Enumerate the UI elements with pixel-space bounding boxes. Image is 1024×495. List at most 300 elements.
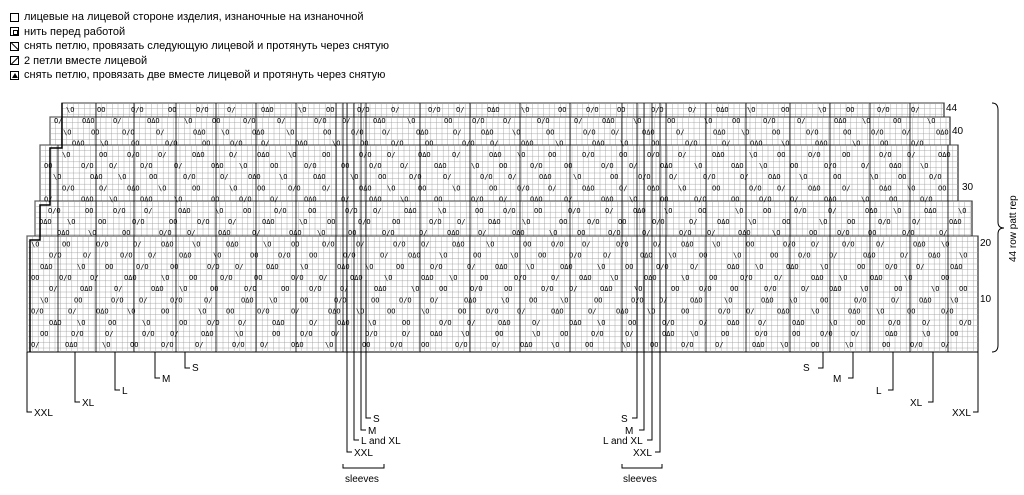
stitch-symbol: ΟΔΟ	[252, 128, 265, 137]
stitch-symbol: Ο/	[90, 274, 99, 282]
stitch-symbol: Ο/Ο	[959, 318, 972, 327]
stitch-symbol: Ο/Ο	[885, 262, 898, 271]
stitch-symbol: Ο/Ο	[300, 330, 313, 338]
stitch-symbol: Ο/Ο	[113, 206, 126, 215]
stitch-symbol: \Ο	[174, 195, 183, 204]
stitch-symbol: Ο/Ο	[638, 173, 651, 182]
stitch-symbol: Ο/	[443, 173, 452, 182]
stitch-symbol: ΟΔΟ	[350, 274, 363, 282]
stitch-symbol: Ο/	[31, 341, 40, 350]
stitch-symbol: \Ο	[819, 218, 828, 226]
stitch-symbol: Ο/	[499, 195, 508, 204]
stitch-symbol: ΟΟ	[792, 330, 801, 338]
stitch-symbol: ΟΔΟ	[919, 296, 932, 305]
stitch-symbol: Ο/Ο	[472, 117, 485, 126]
stitch-symbol: ΟΟ	[91, 128, 100, 137]
stitch-symbol: ΟΔΟ	[950, 262, 963, 271]
stitch-symbol: ΟΟ	[192, 184, 201, 193]
sleeve-size-left-s: S	[373, 414, 380, 425]
stitch-symbol: ΟΔΟ	[226, 240, 239, 249]
stitch-symbol: Ο/Ο	[759, 195, 772, 204]
stitch-symbol: Ο/Ο	[96, 240, 109, 249]
stitch-symbol: ΟΔΟ	[452, 240, 465, 249]
stitch-symbol: Ο/Ο	[920, 195, 933, 204]
stitch-symbol: ΟΟ	[348, 229, 357, 238]
stitch-symbol: \Ο	[142, 318, 151, 327]
stitch-symbol: ΟΟ	[651, 139, 660, 148]
stitch-symbol: Ο/	[653, 240, 662, 249]
stitch-symbol: ΟΔΟ	[792, 318, 805, 327]
stitch-symbol: ΟΟ	[254, 274, 263, 282]
stitch-symbol: Ο/Ο	[764, 285, 777, 294]
stitch-symbol: \Ο	[931, 285, 940, 294]
stitch-symbol: ΟΟ	[169, 218, 178, 226]
stitch-symbol: ΟΔΟ	[601, 195, 614, 204]
stitch-symbol: ΟΟ	[371, 296, 380, 305]
stitch-symbol: ΟΟ	[458, 307, 467, 316]
stitch-symbol: \Ο	[941, 240, 950, 249]
stitch-symbol: ΟΟ	[610, 173, 619, 182]
stitch-symbol: \Ο	[664, 206, 673, 215]
stitch-symbol: \Ο	[799, 173, 808, 182]
stitch-symbol: \Ο	[647, 307, 656, 316]
stitch-symbol: Ο/Ο	[304, 162, 317, 170]
stitch-symbol: ΟΟ	[548, 150, 557, 159]
stitch-symbol: \Ο	[512, 128, 521, 137]
stitch-symbol: ΟΟ	[564, 162, 573, 170]
stitch-symbol: ΟΔΟ	[124, 274, 137, 282]
row-number-20: 20	[980, 238, 992, 249]
stitch-symbol: Ο/	[170, 330, 179, 338]
stitch-symbol: ΟΔΟ	[569, 318, 582, 327]
stitch-symbol: Ο/	[707, 229, 716, 238]
stitch-symbol: ΟΟ	[212, 117, 221, 126]
stitch-symbol: ΟΟ	[300, 296, 309, 305]
stitch-symbol: \Ο	[66, 106, 75, 114]
stitch-symbol: Ο/	[340, 285, 349, 294]
stitch-symbol: ΟΟ	[681, 307, 690, 316]
stitch-symbol: Ο/	[690, 262, 699, 271]
stitch-symbol: \Ο	[192, 240, 201, 249]
size-label-left-s: S	[192, 363, 199, 374]
stitch-symbol: Ο/Ο	[357, 106, 370, 114]
stitch-symbol: ΟΔΟ	[408, 251, 421, 260]
stitch-symbol: Ο/Ο	[878, 218, 891, 226]
stitch-symbol: ΟΟ	[699, 251, 708, 260]
stitch-symbol: ΟΟ	[782, 218, 791, 226]
stitch-symbol: ΟΟ	[846, 106, 855, 114]
stitch-symbol: Ο/	[478, 229, 487, 238]
stitch-symbol: ΟΔΟ	[592, 139, 605, 148]
stitch-symbol: Ο/Ο	[391, 139, 404, 148]
stitch-symbol: \Ο	[629, 195, 638, 204]
stitch-symbol: Ο/Ο	[749, 184, 762, 193]
stitch-symbol: Ο/Ο	[142, 330, 155, 338]
stitch-symbol: Ο/	[419, 229, 428, 238]
stitch-symbol: ΟΔΟ	[582, 184, 595, 193]
stitch-symbol: Ο/	[492, 341, 501, 350]
stitch-symbol: ΟΟ	[938, 184, 947, 193]
stitch-symbol: Ο/Ο	[111, 296, 124, 305]
stitch-symbol: ΟΟ	[790, 162, 799, 170]
stitch-symbol: ΟΔΟ	[447, 229, 460, 238]
stitch-symbol: Ο/	[456, 106, 465, 114]
stitch-symbol: ΟΔΟ	[373, 117, 386, 126]
stitch-symbol: Ο/Ο	[681, 341, 694, 350]
stitch-symbol: Ο/	[44, 195, 53, 204]
stitch-symbol: \Ο	[549, 229, 558, 238]
stitch-symbol: \Ο	[907, 184, 916, 193]
stitch-symbol: \Ο	[263, 240, 272, 249]
stitch-symbol: Ο/Ο	[127, 150, 140, 159]
stitch-symbol: \Ο	[755, 262, 764, 271]
stitch-symbol: \Ο	[521, 106, 530, 114]
stitch-symbol: ΟΟ	[763, 206, 772, 215]
stitch-symbol: ΟΔΟ	[879, 184, 892, 193]
stitch-symbol: \Ο	[748, 218, 757, 226]
stitch-symbol: Ο/	[453, 128, 462, 137]
stitch-symbol: Ο/	[148, 251, 157, 260]
stitch-symbol: ΟΔΟ	[359, 184, 372, 193]
stitch-symbol: Ο/	[204, 296, 213, 305]
stitch-symbol: Ο/	[291, 307, 300, 316]
stitch-symbol: Ο/Ο	[49, 251, 62, 260]
stitch-symbol: \Ο	[356, 307, 365, 316]
stitch-symbol: Ο/	[467, 262, 476, 271]
stitch-symbol: Ο/	[133, 240, 142, 249]
stitch-symbol: ΟΔΟ	[640, 251, 653, 260]
stitch-symbol: \Ο	[560, 296, 569, 305]
stitch-symbol: ΟΔΟ	[140, 195, 153, 204]
stitch-symbol: \Ο	[724, 296, 733, 305]
stitch-symbol: Ο/	[774, 274, 783, 282]
stitch-symbol: Ο/Ο	[359, 150, 372, 159]
stitch-symbol: Ο/	[517, 307, 526, 316]
stitch-symbol: ΟΟ	[402, 318, 411, 327]
stitch-symbol: \Ο	[870, 173, 879, 182]
stitch-symbol: ΟΟ	[360, 139, 369, 148]
stitch-symbol: \Ο	[317, 229, 326, 238]
stitch-symbol: \Ο	[77, 318, 86, 327]
stitch-symbol: ΟΟ	[44, 162, 53, 170]
stitch-symbol: Ο/Ο	[31, 307, 44, 316]
stitch-symbol: ΟΟ	[712, 184, 721, 193]
stitch-symbol: Ο/Ο	[569, 251, 582, 260]
stitch-symbol: \Ο	[681, 274, 690, 282]
stitch-symbol: ΟΟ	[421, 341, 430, 350]
stitch-symbol: ΟΔΟ	[865, 206, 878, 215]
stitch-symbol: \Ο	[780, 341, 789, 350]
stitch-symbol: Ο/	[229, 150, 238, 159]
stitch-symbol: Ο/Ο	[794, 206, 807, 215]
stitch-symbol: Ο/	[876, 240, 885, 249]
stitch-symbol: ΟΔΟ	[738, 229, 751, 238]
sleeve-size-right-l-xl: L and XL	[603, 436, 643, 447]
stitch-symbol: Ο/Ο	[278, 251, 291, 260]
stitch-symbol: Ο/	[227, 106, 236, 114]
stitch-symbol: Ο/Ο	[170, 296, 183, 305]
stitch-symbol: ΟΟ	[362, 341, 371, 350]
stitch-symbol: Ο/	[758, 318, 767, 327]
stitch-symbol: Ο/Ο	[322, 240, 335, 249]
stitch-symbol: ΟΔΟ	[824, 195, 837, 204]
stitch-symbol: ΟΟ	[820, 296, 829, 305]
stitch-symbol: Ο/	[689, 218, 698, 226]
stitch-symbol: ΟΟ	[323, 128, 332, 137]
stitch-symbol: ΟΟ	[781, 106, 790, 114]
stitch-symbol: Ο/	[467, 318, 476, 327]
stitch-symbol: \Ο	[532, 330, 541, 338]
stitch-symbol: ΟΟ	[272, 330, 281, 338]
stitch-symbol: ΟΔΟ	[560, 262, 573, 271]
size-label-left-m: M	[162, 374, 171, 385]
stitch-symbol: \Ο	[127, 307, 136, 316]
stitch-symbol: \Ο	[158, 184, 167, 193]
stitch-symbol: Ο/Ο	[537, 117, 550, 126]
stitch-symbol: \Ο	[449, 274, 458, 282]
stitch-symbol: \Ο	[829, 318, 838, 327]
stitch-symbol: ΟΟ	[40, 330, 49, 338]
stitch-symbol: ΟΟ	[619, 150, 628, 159]
stitch-symbol: ΟΔΟ	[489, 150, 502, 159]
stitch-symbol: ΟΟ	[98, 218, 107, 226]
stitch-symbol: Ο/Ο	[351, 128, 364, 137]
stitch-symbol: Ο/	[139, 296, 148, 305]
stitch-symbol: ΟΔΟ	[551, 307, 564, 316]
stitch-symbol: \Ο	[597, 262, 606, 271]
stitch-symbol: Ο/	[68, 307, 77, 316]
stitch-symbol: Ο/Ο	[888, 318, 901, 327]
stitch-symbol: Ο/Ο	[196, 106, 209, 114]
stitch-symbol: ΟΔΟ	[521, 139, 534, 148]
stitch-symbol: Ο/Ο	[651, 106, 664, 114]
stitch-symbol: Ο/	[49, 285, 58, 294]
stitch-symbol: Ο/	[642, 229, 651, 238]
stitch-symbol: ΟΟ	[108, 318, 117, 327]
stitch-symbol: ΟΟ	[746, 240, 755, 249]
stitch-symbol: Ο/Ο	[183, 173, 196, 182]
stitch-symbol: Ο/	[688, 106, 697, 114]
size-label-right-s: S	[803, 363, 810, 374]
stitch-symbol: ΟΟ	[538, 251, 547, 260]
stitch-symbol: Ο/	[619, 184, 628, 193]
stitch-symbol: \Ο	[407, 117, 416, 126]
stitch-symbol: Ο/	[801, 285, 810, 294]
stitch-symbol: \Ο	[365, 262, 374, 271]
stitch-symbol: ΟΟ	[130, 341, 139, 350]
stitch-symbol: ΟΟ	[179, 318, 188, 327]
stitch-symbol: Ο/Ο	[656, 262, 669, 271]
stitch-symbol: \Ο	[959, 251, 968, 260]
stitch-symbol: ΟΟ	[226, 307, 235, 316]
stitch-symbol: ΟΟ	[843, 128, 852, 137]
stitch-symbol: ΟΔΟ	[416, 128, 429, 137]
stitch-symbol: Ο/	[611, 128, 620, 137]
stitch-symbol: \Ο	[300, 262, 309, 271]
sleeve-size-right-s: S	[621, 414, 628, 425]
stitch-symbol: Ο/Ο	[703, 173, 716, 182]
stitch-symbol: \Ο	[332, 139, 341, 148]
stitch-symbol: ΟΔΟ	[660, 162, 673, 170]
stitch-symbol: Ο/Ο	[399, 296, 412, 305]
stitch-symbol: Ο/	[158, 150, 167, 159]
stitch-symbol: ΟΟ	[523, 240, 532, 249]
stitch-symbol: ΟΔΟ	[369, 195, 382, 204]
stitch-symbol: Ο/	[109, 162, 118, 170]
stitch-symbol: \Ο	[818, 106, 827, 114]
stitch-symbol: ΟΟ	[149, 173, 158, 182]
stitch-symbol: ΟΟ	[425, 139, 434, 148]
stitch-symbol: ΟΔΟ	[928, 251, 941, 260]
stitch-symbol: ΟΟ	[210, 285, 219, 294]
stitch-symbol: Ο/Ο	[616, 240, 629, 249]
stitch-symbol: ΟΔΟ	[786, 262, 799, 271]
stitch-symbol: ΟΟ	[594, 296, 603, 305]
stitch-symbol: ΟΔΟ	[39, 218, 52, 226]
stitch-symbol: ΟΔΟ	[96, 307, 109, 316]
stitch-symbol: Ο/Ο	[120, 251, 133, 260]
stitch-symbol: \Ο	[368, 318, 377, 327]
stitch-symbol: ΟΔΟ	[750, 139, 763, 148]
stitch-symbol: ΟΔΟ	[65, 341, 78, 350]
stitch-symbol: Ο/Ο	[879, 150, 892, 159]
stitch-symbol: Ο/Ο	[393, 240, 406, 249]
stitch-symbol: ΟΔΟ	[579, 274, 592, 282]
stitch-symbol: \Ο	[213, 251, 222, 260]
stitch-symbol: ΟΟ	[546, 128, 555, 137]
stitch-symbol: \Ο	[100, 139, 109, 148]
stitch-symbol: ΟΔΟ	[834, 117, 847, 126]
stitch-symbol: Ο/	[669, 173, 678, 182]
stitch-symbol: ΟΟ	[559, 218, 568, 226]
stitch-symbol: ΟΟ	[625, 262, 634, 271]
stitch-symbol: Ο/Ο	[71, 330, 84, 338]
stitch-symbol: ΟΔΟ	[681, 240, 694, 249]
stitch-symbol: ΟΟ	[475, 206, 484, 215]
stitch-symbol: ΟΔΟ	[147, 117, 160, 126]
stitch-symbol: ΟΔΟ	[811, 274, 824, 282]
stitch-symbol: Ο/Ο	[694, 195, 707, 204]
stitch-symbol: Ο/Ο	[161, 341, 174, 350]
stitch-symbol: Ο/Ο	[207, 262, 220, 271]
sleeves-label-right: sleeves	[623, 474, 657, 485]
stitch-symbol: Ο/	[842, 184, 851, 193]
stitch-symbol: Ο/Ο	[842, 240, 855, 249]
stitch-symbol: ΟΔΟ	[418, 150, 431, 159]
stitch-symbol: Ο/Ο	[48, 206, 61, 215]
stitch-symbol: Ο/Ο	[591, 330, 604, 338]
stitch-symbol: Ο/	[699, 318, 708, 327]
stitch-symbol: \Ο	[950, 296, 959, 305]
stitch-symbol: \Ο	[622, 341, 631, 350]
stitch-symbol: ΟΔΟ	[727, 262, 740, 271]
stitch-symbol: Ο/	[452, 150, 461, 159]
stitch-symbol: Ο/Ο	[365, 330, 378, 338]
stitch-symbol: Ο/Ο	[274, 206, 287, 215]
stitch-symbol: ΟΔΟ	[768, 173, 781, 182]
stitch-symbol: \Ο	[620, 139, 629, 148]
stitch-symbol: Ο/	[114, 285, 123, 294]
stitch-symbol: Ο/Ο	[197, 218, 210, 226]
size-label-left-xl: XL	[82, 398, 95, 409]
legend-text: 2 петли вместе лицевой	[24, 54, 148, 67]
stitch-symbol: ΟΟ	[434, 195, 443, 204]
stitch-symbol: \Ο	[279, 173, 288, 182]
stitch-symbol: \Ο	[88, 229, 97, 238]
stitch-symbol: ΟΟ	[341, 162, 350, 170]
stitch-symbol: ΟΔΟ	[829, 285, 842, 294]
stitch-symbol: Ο/Ο	[514, 274, 527, 282]
stitch-symbol: Ο/	[252, 229, 261, 238]
stitch-symbol: Ο/	[277, 117, 286, 126]
stitch-symbol: ΟΔΟ	[430, 330, 443, 338]
stitch-symbol: Ο/Ο	[244, 285, 257, 294]
stitch-symbol: \Ο	[471, 162, 480, 170]
stitch-symbol: ΟΔΟ	[713, 128, 726, 137]
stitch-symbol: Ο/	[911, 106, 920, 114]
stitch-symbol: Ο/Ο	[806, 128, 819, 137]
stitch-symbol: ΟΟ	[309, 251, 318, 260]
stitch-symbol: \Ο	[789, 296, 798, 305]
stitch-symbol: ΟΔΟ	[616, 307, 629, 316]
stitch-symbol: \Ο	[759, 162, 768, 170]
stitch-symbol: ΟΔΟ	[690, 296, 703, 305]
stitch-symbol: Ο/	[891, 296, 900, 305]
stitch-symbol: ΟΔΟ	[257, 150, 270, 159]
stitch-symbol: ΟΟ	[161, 307, 170, 316]
stitch-symbol: ΟΟ	[671, 285, 680, 294]
stitch-symbol: Ο/Ο	[243, 117, 256, 126]
legend-text: нить перед работой	[24, 25, 126, 38]
stitch-symbol: \Ο	[749, 150, 758, 159]
stitch-symbol: Ο/	[912, 218, 921, 226]
stitch-symbol: Ο/Ο	[220, 274, 233, 282]
stitch-symbol: Ο/	[309, 318, 318, 327]
stitch-symbol: ΟΟ	[660, 195, 669, 204]
stitch-symbol: Ο/Ο	[941, 307, 954, 316]
stitch-symbol: ΟΟ	[168, 106, 177, 114]
stitch-symbol: \Ο	[161, 274, 170, 282]
stitch-symbol: \Ο	[239, 162, 248, 170]
stitch-symbol: \Ο	[62, 150, 71, 159]
stitch-symbol: ΟΟ	[667, 117, 676, 126]
stitch-symbol: \Ο	[215, 206, 224, 215]
stitch-symbol: Ο/	[939, 229, 948, 238]
stitch-symbol: ΟΔΟ	[530, 195, 543, 204]
stitch-symbol: ΟΔΟ	[889, 162, 902, 170]
stitch-symbol: ΟΟ	[270, 162, 279, 170]
stitch-symbol: \Ο	[102, 341, 111, 350]
stitch-symbol: Ο/Ο	[409, 173, 422, 182]
stitch-symbol: Ο/Ο	[462, 139, 475, 148]
stitch-symbol: Ο/	[261, 139, 270, 148]
stitch-symbol: Ο/	[373, 206, 382, 215]
stitch-symbol: Ο/	[187, 229, 196, 238]
stitch-symbol: Ο/	[391, 106, 400, 114]
stitch-symbol: \Ο	[526, 262, 535, 271]
stitch-symbol: ΟΔΟ	[304, 195, 317, 204]
stitch-symbol: Ο/	[588, 307, 597, 316]
stitch-symbol: Ο/Ο	[685, 139, 698, 148]
stitch-symbol: ΟΔΟ	[80, 285, 93, 294]
size-label-right-m: M	[833, 374, 842, 385]
stitch-symbol: \Ο	[109, 195, 118, 204]
stitch-symbol: ΟΟ	[74, 296, 83, 305]
stitch-symbol: Ο/Ο	[652, 218, 665, 226]
sleeve-size-right-m: M	[625, 426, 634, 437]
stitch-symbol: \Ο	[860, 285, 869, 294]
stitch-symbol: ΟΟ	[833, 173, 842, 182]
